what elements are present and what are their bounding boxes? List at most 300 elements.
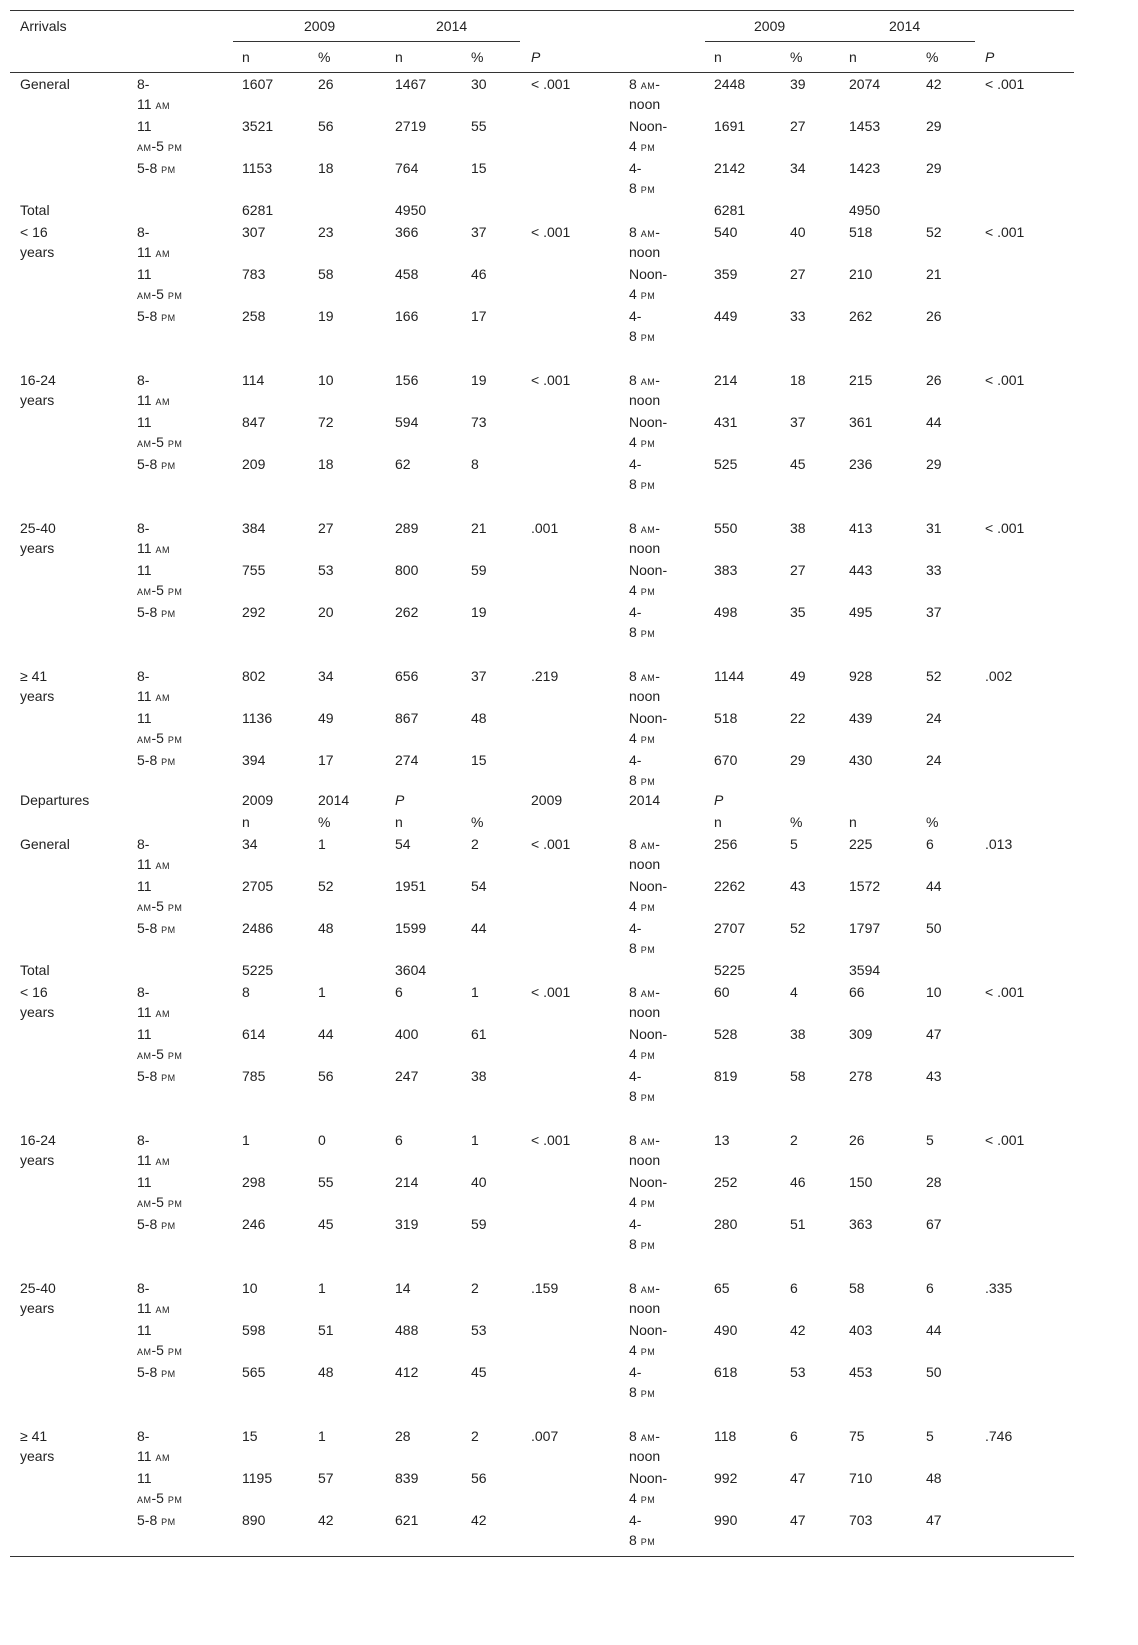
value-cell: 656 [395, 668, 419, 684]
value-cell: 19 [318, 308, 334, 324]
time-slot: 8 AM- [629, 668, 660, 684]
value-cell: 400 [395, 1026, 419, 1042]
p-value: .002 [985, 668, 1013, 684]
value-cell: 10 [318, 372, 334, 388]
value-cell: 43 [790, 878, 806, 894]
time-slot: 4 PM [629, 898, 656, 914]
value-cell: 45 [471, 1364, 487, 1380]
time-slot: 8- [137, 520, 150, 536]
value-cell: 15 [471, 752, 487, 768]
time-slot: 11 [137, 1174, 152, 1190]
value-cell: 0 [318, 1132, 326, 1148]
time-slot: 8 PM [629, 1384, 656, 1400]
group-label: ≥ 41 [20, 1428, 48, 1444]
p-value: < .001 [985, 372, 1025, 388]
value-cell: 214 [714, 372, 738, 388]
value-cell: 21 [926, 266, 942, 282]
time-slot: 4- [629, 604, 642, 620]
time-slot: 11 AM [137, 688, 170, 704]
value-cell: 1599 [395, 920, 427, 936]
time-slot: 8- [137, 984, 150, 1000]
value-cell: 847 [242, 414, 266, 430]
value-cell: 29 [926, 118, 942, 134]
value-cell: 55 [471, 118, 487, 134]
year-header: 2014 [629, 792, 661, 808]
value-cell: 1 [471, 1132, 479, 1148]
value-cell: 35 [790, 604, 806, 620]
time-slot: AM-5 PM [137, 1490, 183, 1506]
group-label: years [20, 244, 55, 260]
value-cell: 26 [849, 1132, 865, 1148]
value-cell: 22 [790, 710, 806, 726]
value-cell: 29 [790, 752, 806, 768]
year-header: 2009 [754, 18, 786, 34]
time-slot: Noon- [629, 710, 668, 726]
value-cell: 38 [790, 1026, 806, 1042]
value-cell: 252 [714, 1174, 738, 1190]
value-cell: 2705 [242, 878, 274, 894]
value-cell: 37 [790, 414, 806, 430]
time-slot: 5-8 PM [137, 752, 176, 768]
value-cell: 800 [395, 562, 419, 578]
value-cell: 19 [471, 604, 487, 620]
value-cell: 42 [926, 76, 942, 92]
value-cell: 75 [849, 1428, 865, 1444]
time-slot: 4- [629, 456, 642, 472]
value-cell: 785 [242, 1068, 266, 1084]
value-cell: 17 [471, 308, 487, 324]
value-cell: 258 [242, 308, 266, 324]
value-cell: 47 [926, 1512, 942, 1528]
value-cell: 56 [471, 1470, 487, 1486]
value-cell: 210 [849, 266, 873, 282]
value-cell: 819 [714, 1068, 738, 1084]
value-cell: 48 [471, 710, 487, 726]
time-slot: 11 [137, 414, 152, 430]
value-cell: 262 [395, 604, 419, 620]
time-slot: 4- [629, 752, 642, 768]
time-slot: 11 [137, 118, 152, 134]
value-cell: 384 [242, 520, 266, 536]
value-cell: 525 [714, 456, 738, 472]
value-cell: 58 [318, 266, 334, 282]
time-slot: 8- [137, 76, 150, 92]
time-slot: 11 AM [137, 96, 170, 112]
section-title: Arrivals [20, 18, 67, 34]
column-subheader: n [242, 814, 250, 830]
value-cell: 26 [926, 372, 942, 388]
value-cell: 755 [242, 562, 266, 578]
time-slot: noon [629, 1300, 661, 1316]
value-cell: 458 [395, 266, 419, 282]
time-slot: Noon- [629, 562, 668, 578]
value-cell: 4 [790, 984, 798, 1000]
value-cell: 992 [714, 1470, 738, 1486]
time-slot: 11 [137, 1026, 152, 1042]
value-cell: 34 [318, 668, 334, 684]
value-cell: 209 [242, 456, 266, 472]
value-cell: 18 [318, 456, 334, 472]
value-cell: 449 [714, 308, 738, 324]
time-slot: 8 AM- [629, 372, 660, 388]
value-cell: 52 [318, 878, 334, 894]
value-cell: 55 [318, 1174, 334, 1190]
time-slot: 11 [137, 1322, 152, 1338]
time-slot: 4 PM [629, 138, 656, 154]
time-slot: 11 [137, 878, 152, 894]
time-slot: 4- [629, 920, 642, 936]
p-value: < .001 [985, 224, 1025, 240]
time-slot: 8 PM [629, 180, 656, 196]
section-title: Departures [20, 792, 90, 808]
year-header: 2014 [318, 792, 350, 808]
column-subheader: % [926, 49, 939, 65]
value-cell: 51 [790, 1216, 806, 1232]
time-slot: 8- [137, 1132, 150, 1148]
value-cell: 783 [242, 266, 266, 282]
value-cell: 10 [926, 984, 942, 1000]
group-label: years [20, 1448, 55, 1464]
time-slot: Noon- [629, 1174, 668, 1190]
value-cell: 18 [318, 160, 334, 176]
value-cell: 43 [926, 1068, 942, 1084]
value-cell: 8 [471, 456, 479, 472]
time-slot: AM-5 PM [137, 434, 183, 450]
group-label: ≥ 41 [20, 668, 48, 684]
time-slot: 11 AM [137, 540, 170, 556]
value-cell: 518 [714, 710, 738, 726]
time-slot: 5-8 PM [137, 456, 176, 472]
value-cell: 431 [714, 414, 738, 430]
value-cell: 28 [395, 1428, 411, 1444]
value-cell: 453 [849, 1364, 873, 1380]
time-slot: 4- [629, 1364, 642, 1380]
time-slot: 5-8 PM [137, 160, 176, 176]
value-cell: 2 [471, 1280, 479, 1296]
value-cell: 49 [790, 668, 806, 684]
rule-line [233, 41, 520, 42]
p-value: .159 [531, 1280, 559, 1296]
value-cell: 20 [318, 604, 334, 620]
value-cell: 2074 [849, 76, 881, 92]
time-slot: AM-5 PM [137, 286, 183, 302]
year-header: 2009 [531, 792, 563, 808]
value-cell: 498 [714, 604, 738, 620]
value-cell: 5 [926, 1132, 934, 1148]
value-cell: 67 [926, 1216, 942, 1232]
value-cell: 44 [926, 414, 942, 430]
group-label: years [20, 688, 55, 704]
group-label: < 16 [20, 984, 48, 1000]
value-cell: 280 [714, 1216, 738, 1232]
value-cell: 1 [318, 1280, 326, 1296]
value-cell: 1423 [849, 160, 881, 176]
value-cell: 867 [395, 710, 419, 726]
value-cell: 46 [471, 266, 487, 282]
time-slot: Noon- [629, 1322, 668, 1338]
p-value: .007 [531, 1428, 559, 1444]
time-slot: 5-8 PM [137, 604, 176, 620]
rule-line [10, 1556, 1074, 1557]
value-cell: 17 [318, 752, 334, 768]
time-slot: AM-5 PM [137, 1342, 183, 1358]
column-subheader: P [531, 49, 541, 65]
value-cell: 488 [395, 1322, 419, 1338]
group-label: General [20, 836, 70, 852]
time-slot: 11 [137, 710, 152, 726]
value-cell: 50 [926, 1364, 942, 1380]
time-slot: 11 AM [137, 1300, 170, 1316]
value-cell: 2142 [714, 160, 746, 176]
group-label: 16-24 [20, 1132, 56, 1148]
value-cell: 156 [395, 372, 419, 388]
time-slot: 11 [137, 562, 152, 578]
value-cell: 166 [395, 308, 419, 324]
column-subheader: % [471, 49, 484, 65]
value-cell: 52 [926, 224, 942, 240]
value-cell: 30 [471, 76, 487, 92]
value-cell: 60 [714, 984, 730, 1000]
value-cell: 1153 [242, 160, 273, 176]
time-slot: 4- [629, 1068, 642, 1084]
value-cell: 37 [926, 604, 942, 620]
value-cell: 990 [714, 1512, 738, 1528]
value-cell: 394 [242, 752, 266, 768]
year-header: P [395, 792, 405, 808]
value-cell: 38 [471, 1068, 487, 1084]
value-cell: 37 [471, 668, 487, 684]
value-cell: 540 [714, 224, 738, 240]
value-cell: 31 [926, 520, 942, 536]
time-slot: 8- [137, 372, 150, 388]
value-cell: 839 [395, 1470, 419, 1486]
value-cell: 1 [318, 1428, 326, 1444]
value-cell: 2448 [714, 76, 746, 92]
time-slot: 5-8 PM [137, 1512, 176, 1528]
time-slot: 5-8 PM [137, 920, 176, 936]
value-cell: 1572 [849, 878, 881, 894]
value-cell: 56 [318, 118, 334, 134]
time-slot: noon [629, 856, 661, 872]
time-slot: Noon- [629, 414, 668, 430]
time-slot: 5-8 PM [137, 1216, 176, 1232]
time-slot: 11 AM [137, 1152, 170, 1168]
value-cell: 47 [790, 1470, 806, 1486]
p-value: .013 [985, 836, 1013, 852]
time-slot: noon [629, 96, 661, 112]
value-cell: 1607 [242, 76, 274, 92]
p-value: < .001 [985, 984, 1025, 1000]
value-cell: 6 [395, 984, 403, 1000]
time-slot: AM-5 PM [137, 1194, 183, 1210]
total-label: Total [20, 962, 50, 978]
column-subheader: % [926, 814, 939, 830]
total-label: Total [20, 202, 50, 218]
time-slot: 5-8 PM [137, 308, 176, 324]
column-subheader: n [395, 814, 403, 830]
value-cell: 490 [714, 1322, 738, 1338]
time-slot: AM-5 PM [137, 138, 183, 154]
time-slot: 5-8 PM [137, 1364, 176, 1380]
column-subheader: P [985, 49, 995, 65]
value-cell: 1 [318, 836, 326, 852]
value-cell: 53 [318, 562, 334, 578]
value-cell: 10 [242, 1280, 258, 1296]
value-cell: 565 [242, 1364, 266, 1380]
year-header: 2009 [242, 792, 274, 808]
time-slot: 11 [137, 266, 152, 282]
p-value: .335 [985, 1280, 1013, 1296]
value-cell: 23 [318, 224, 334, 240]
value-cell: 8 [242, 984, 250, 1000]
group-label: 16-24 [20, 372, 56, 388]
time-slot: 4 PM [629, 434, 656, 450]
value-cell: 54 [471, 878, 487, 894]
value-cell: 5225 [714, 962, 746, 978]
value-cell: 403 [849, 1322, 873, 1338]
value-cell: 430 [849, 752, 873, 768]
value-cell: 3594 [849, 962, 881, 978]
column-subheader: n [242, 49, 250, 65]
value-cell: 56 [318, 1068, 334, 1084]
time-slot: 11 AM [137, 244, 170, 260]
value-cell: 24 [926, 710, 942, 726]
value-cell: 5 [926, 1428, 934, 1444]
value-cell: 443 [849, 562, 873, 578]
p-value: < .001 [531, 1132, 571, 1148]
value-cell: 6 [926, 836, 934, 852]
time-slot: Noon- [629, 266, 668, 282]
group-label: < 16 [20, 224, 48, 240]
value-cell: 1 [471, 984, 479, 1000]
value-cell: 46 [790, 1174, 806, 1190]
time-slot: Noon- [629, 1026, 668, 1042]
p-value: < .001 [985, 76, 1025, 92]
value-cell: 61 [471, 1026, 487, 1042]
column-subheader: % [471, 814, 484, 830]
column-subheader: % [318, 814, 331, 830]
value-cell: 1467 [395, 76, 427, 92]
value-cell: 6 [926, 1280, 934, 1296]
value-cell: 247 [395, 1068, 419, 1084]
p-value: .746 [985, 1428, 1013, 1444]
group-label: years [20, 392, 55, 408]
value-cell: 495 [849, 604, 873, 620]
value-cell: 598 [242, 1322, 266, 1338]
time-slot: 8 PM [629, 1236, 656, 1252]
time-slot: noon [629, 1004, 661, 1020]
time-slot: 8 PM [629, 1088, 656, 1104]
group-label: years [20, 540, 55, 556]
rule-line [705, 41, 975, 42]
time-slot: noon [629, 688, 661, 704]
value-cell: 412 [395, 1364, 419, 1380]
value-cell: 51 [318, 1322, 334, 1338]
value-cell: 2 [471, 1428, 479, 1444]
value-cell: 1136 [242, 710, 273, 726]
value-cell: 3521 [242, 118, 274, 134]
year-header: 2009 [304, 18, 336, 34]
value-cell: 670 [714, 752, 738, 768]
time-slot: 4 PM [629, 582, 656, 598]
value-cell: 383 [714, 562, 738, 578]
value-cell: 27 [790, 266, 806, 282]
column-subheader: % [790, 49, 803, 65]
value-cell: 1144 [714, 668, 745, 684]
value-cell: 57 [318, 1470, 334, 1486]
group-label: years [20, 1300, 55, 1316]
year-header: P [714, 792, 724, 808]
value-cell: 236 [849, 456, 873, 472]
value-cell: 5 [790, 836, 798, 852]
time-slot: 4 PM [629, 1342, 656, 1358]
value-cell: 24 [926, 752, 942, 768]
time-slot: 8 PM [629, 624, 656, 640]
value-cell: 29 [926, 456, 942, 472]
value-cell: 58 [849, 1280, 865, 1296]
value-cell: 33 [926, 562, 942, 578]
column-subheader: n [849, 49, 857, 65]
value-cell: 45 [318, 1216, 334, 1232]
p-value: < .001 [531, 224, 571, 240]
value-cell: 215 [849, 372, 873, 388]
time-slot: Noon- [629, 878, 668, 894]
value-cell: 802 [242, 668, 266, 684]
value-cell: 39 [790, 76, 806, 92]
value-cell: 439 [849, 710, 873, 726]
value-cell: 42 [471, 1512, 487, 1528]
p-value: < .001 [531, 76, 571, 92]
value-cell: 21 [471, 520, 487, 536]
value-cell: 50 [926, 920, 942, 936]
value-cell: 363 [849, 1216, 873, 1232]
value-cell: 3604 [395, 962, 427, 978]
value-cell: 44 [318, 1026, 334, 1042]
value-cell: 28 [926, 1174, 942, 1190]
column-subheader: % [318, 49, 331, 65]
value-cell: 26 [318, 76, 334, 92]
value-cell: 2 [790, 1132, 798, 1148]
value-cell: 59 [471, 562, 487, 578]
value-cell: 4950 [849, 202, 881, 218]
value-cell: 6 [790, 1428, 798, 1444]
value-cell: 6 [790, 1280, 798, 1296]
time-slot: 8 AM- [629, 224, 660, 240]
value-cell: 594 [395, 414, 419, 430]
time-slot: noon [629, 540, 661, 556]
value-cell: 1 [318, 984, 326, 1000]
time-slot: 8 PM [629, 328, 656, 344]
p-value: < .001 [531, 984, 571, 1000]
value-cell: 764 [395, 160, 419, 176]
value-cell: 14 [395, 1280, 411, 1296]
time-slot: 11 AM [137, 1004, 170, 1020]
time-slot: 8- [137, 1428, 150, 1444]
time-slot: 4- [629, 1512, 642, 1528]
value-cell: 49 [318, 710, 334, 726]
time-slot: 4 PM [629, 286, 656, 302]
value-cell: 44 [926, 1322, 942, 1338]
value-cell: 4950 [395, 202, 427, 218]
time-slot: 8 AM- [629, 836, 660, 852]
value-cell: 361 [849, 414, 873, 430]
value-cell: 65 [714, 1280, 730, 1296]
time-slot: noon [629, 1448, 661, 1464]
value-cell: 27 [790, 118, 806, 134]
time-slot: 11 AM [137, 392, 170, 408]
value-cell: 45 [790, 456, 806, 472]
value-cell: 53 [471, 1322, 487, 1338]
